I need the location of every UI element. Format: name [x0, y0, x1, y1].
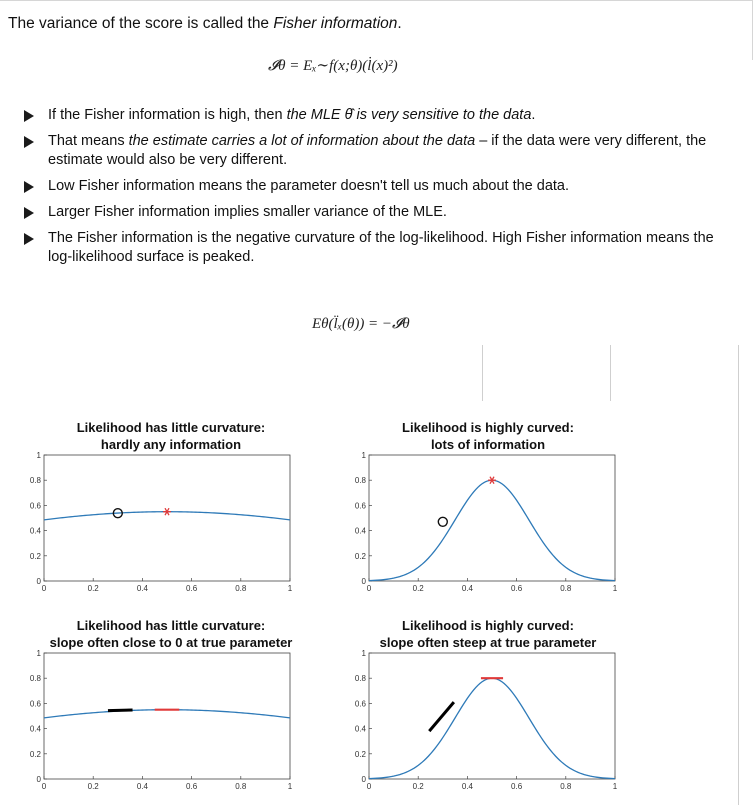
y-tick-label: 0.8 — [354, 476, 366, 486]
y-tick-label: 1 — [361, 451, 366, 460]
plot-title-line: Likelihood is highly curved: — [402, 420, 574, 435]
intro-term: Fisher information — [273, 15, 398, 32]
x-tick-label: 1 — [287, 584, 293, 593]
plot-title-line: Likelihood has little curvature: — [76, 420, 266, 435]
x-tick-label: 1 — [287, 782, 293, 791]
bullet-text: That means — [48, 133, 129, 149]
y-tick-label: 0.2 — [354, 749, 366, 759]
y-tick-label: 0 — [36, 775, 41, 784]
bullet-text-end: . — [531, 107, 536, 123]
likelihood-plot-low-curvature-slope — [30, 645, 300, 795]
plot-axes-box — [369, 653, 615, 779]
y-tick-label: 0.8 — [29, 476, 41, 486]
x-tick-label: 1 — [612, 584, 618, 593]
divider-line — [482, 345, 483, 401]
plot-title-line: slope often steep at true parameter — [379, 635, 597, 650]
y-tick-label: 1 — [36, 649, 41, 658]
y-tick-label: 0.6 — [354, 699, 366, 709]
likelihood-plot-high-curvature-info — [355, 447, 625, 597]
sample-slope-segment — [108, 710, 133, 711]
plot-title-line: Likelihood is highly curved: — [402, 618, 574, 633]
likelihood-plot-low-curvature-info — [30, 447, 300, 597]
y-tick-label: 0.6 — [29, 699, 41, 709]
bullet-text: If the Fisher information is high, then — [48, 107, 287, 123]
likelihood-curve — [369, 480, 615, 580]
page-top-border — [0, 0, 753, 1]
x-tick-label: 0.8 — [235, 584, 247, 593]
x-tick-label: 0.6 — [511, 584, 523, 593]
bullet-item — [24, 177, 714, 196]
x-tick-label: 0.6 — [186, 782, 198, 791]
divider-line — [738, 345, 739, 805]
y-tick-label: 0 — [36, 577, 41, 586]
x-tick-label: 0.2 — [87, 782, 99, 791]
x-tick-label: 0.2 — [87, 584, 99, 593]
bullet-item — [24, 106, 714, 125]
curvature-identity-equation: Eθ(l̈ₓ(θ)) = −𝓘θ — [312, 316, 410, 332]
bullet-text: The Fisher information is the negative curvature of the log-likelihood. High Fisher information means the log-likelihood surface is peaked. — [48, 230, 714, 265]
y-tick-label: 0 — [361, 577, 366, 586]
mle-star-marker — [488, 477, 496, 484]
intro-suffix: . — [397, 15, 402, 32]
x-tick-label: 0.4 — [136, 584, 148, 593]
page-right-border — [752, 0, 753, 60]
y-tick-label: 0.2 — [29, 551, 41, 561]
y-tick-label: 0.6 — [29, 501, 41, 511]
bullet-list — [24, 106, 714, 274]
sample-estimate-circle-marker — [438, 517, 447, 526]
x-tick-label: 0.6 — [511, 782, 523, 791]
fisher-definition-equation: 𝓘θ = Eₓ∼f(x;θ)(l̇(x)²) — [268, 58, 398, 74]
y-tick-label: 0.6 — [354, 501, 366, 511]
y-tick-label: 0.2 — [354, 551, 366, 561]
y-tick-label: 0.4 — [354, 724, 366, 734]
y-tick-label: 0.2 — [29, 749, 41, 759]
x-tick-label: 0.2 — [412, 584, 424, 593]
y-tick-label: 0.8 — [354, 674, 366, 684]
y-tick-label: 0.4 — [29, 724, 41, 734]
divider-line — [610, 345, 611, 401]
y-tick-label: 0 — [361, 775, 366, 784]
x-tick-label: 0.8 — [560, 782, 572, 791]
x-tick-label: 0.6 — [186, 584, 198, 593]
y-tick-label: 0.4 — [354, 526, 366, 536]
x-tick-label: 0.8 — [235, 782, 247, 791]
x-tick-label: 0.4 — [461, 782, 473, 791]
x-tick-label: 1 — [612, 782, 618, 791]
bullet-item — [24, 203, 714, 222]
bullet-text-end: – if the data were very different, the estimate would also be very different. — [48, 133, 707, 168]
y-tick-label: 0.8 — [29, 674, 41, 684]
bullet-text: Low Fisher information means the parameter doesn't tell us much about the data. — [48, 178, 570, 194]
bullet-emphasis: the estimate carries a lot of information about the data — [128, 133, 476, 149]
x-tick-label: 0.2 — [412, 782, 424, 791]
plot-title-line: slope often close to 0 at true parameter — [49, 635, 293, 650]
plot-title-line: hardly any information — [100, 437, 242, 452]
bullet-emphasis: the MLE θ̂ is very sensitive to the data — [286, 107, 532, 123]
x-tick-label: 0 — [366, 584, 372, 593]
likelihood-curve — [369, 678, 615, 778]
x-tick-label: 0.4 — [136, 782, 148, 791]
x-tick-label: 0.8 — [560, 584, 572, 593]
plot-axes-box — [44, 653, 290, 779]
likelihood-curve — [44, 710, 290, 718]
y-tick-label: 1 — [361, 649, 366, 658]
plot-title-line: Likelihood has little curvature: — [76, 618, 266, 633]
y-tick-label: 0.4 — [29, 526, 41, 536]
x-tick-label: 0 — [366, 782, 372, 791]
mle-star-marker — [163, 508, 171, 515]
intro-sentence — [8, 14, 402, 34]
x-tick-label: 0.4 — [461, 584, 473, 593]
plot-title-line: lots of information — [430, 437, 546, 452]
intro-prefix: The variance of the score is called the — [8, 15, 274, 32]
bullet-item — [24, 229, 714, 267]
plot-axes-box — [44, 455, 290, 581]
likelihood-plot-high-curvature-slope — [355, 645, 625, 795]
y-tick-label: 1 — [36, 451, 41, 460]
x-tick-label: 0 — [41, 584, 47, 593]
bullet-item — [24, 132, 714, 170]
plot-axes-box — [369, 455, 615, 581]
x-tick-label: 0 — [41, 782, 47, 791]
bullet-text: Larger Fisher information implies smaller variance of the MLE. — [48, 204, 447, 220]
